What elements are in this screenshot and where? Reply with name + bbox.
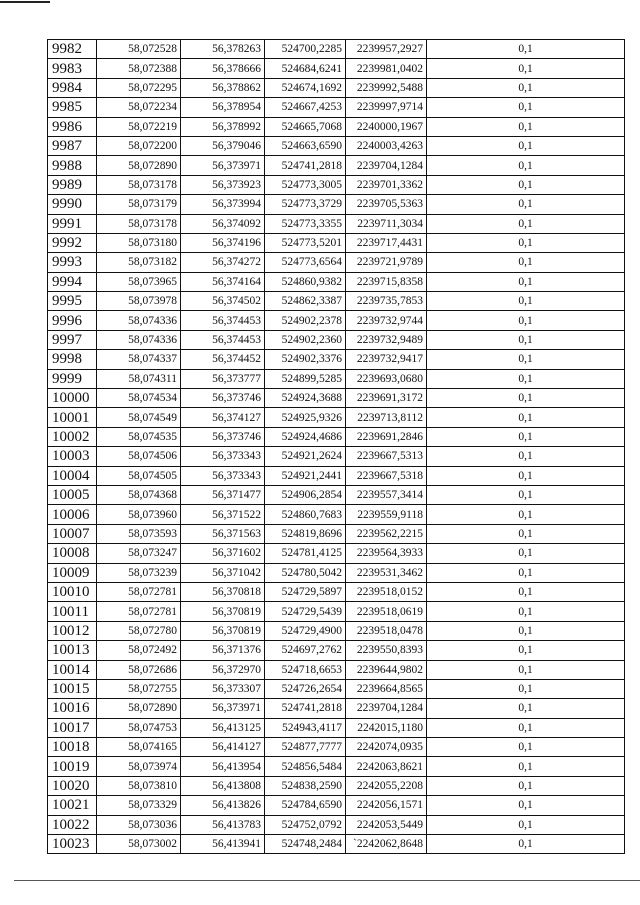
table-row (48, 757, 625, 776)
point-number-cell: 10018 (48, 738, 97, 757)
table-row (48, 485, 625, 504)
longitude-cell: 56,371376 (181, 641, 265, 660)
value-cell: 0,1 (427, 330, 625, 349)
x-coordinate-cell: 524773,3355 (265, 214, 346, 233)
value-cell: 0,1 (427, 447, 625, 466)
value-cell: 0,1 (427, 524, 625, 543)
longitude-cell: 56,379046 (181, 136, 265, 155)
longitude-cell: 56,370819 (181, 602, 265, 621)
point-number-cell: 9984 (48, 78, 97, 97)
longitude-cell: 56,414127 (181, 738, 265, 757)
point-number-cell: 10012 (48, 621, 97, 640)
table-row (48, 156, 625, 175)
latitude-cell: 58,074753 (97, 718, 181, 737)
y-coordinate-cell: 2239667,5313 (346, 447, 427, 466)
point-number-cell: 10011 (48, 602, 97, 621)
y-coordinate-cell: 2239518,0478 (346, 621, 427, 640)
x-coordinate-cell: 524718,6653 (265, 660, 346, 679)
y-coordinate-cell: 2239732,9417 (346, 350, 427, 369)
table-row (48, 641, 625, 660)
table-row (48, 195, 625, 214)
latitude-cell: 58,074505 (97, 466, 181, 485)
value-cell: 0,1 (427, 641, 625, 660)
table-row (48, 59, 625, 78)
table-row (48, 563, 625, 582)
longitude-cell: 56,413954 (181, 757, 265, 776)
y-coordinate-cell: 2239997,9714 (346, 98, 427, 117)
x-coordinate-cell: 524902,2378 (265, 311, 346, 330)
y-coordinate-cell: 2240000,1967 (346, 117, 427, 136)
latitude-cell: 58,073247 (97, 544, 181, 563)
longitude-cell: 56,373923 (181, 175, 265, 194)
point-number-cell: 10002 (48, 427, 97, 446)
x-coordinate-cell: 524860,9382 (265, 272, 346, 291)
value-cell: 0,1 (427, 117, 625, 136)
latitude-cell: 58,072528 (97, 40, 181, 59)
latitude-cell: 58,073329 (97, 796, 181, 815)
point-number-cell: 9994 (48, 272, 97, 291)
longitude-cell: 56,413783 (181, 815, 265, 834)
x-coordinate-cell: 524729,4900 (265, 621, 346, 640)
y-coordinate-cell: 2239691,2846 (346, 427, 427, 446)
x-coordinate-cell: 524773,3729 (265, 195, 346, 214)
value-cell: 0,1 (427, 311, 625, 330)
x-coordinate-cell: 524674,1692 (265, 78, 346, 97)
value-cell: 0,1 (427, 389, 625, 408)
longitude-cell: 56,373343 (181, 447, 265, 466)
y-coordinate-cell: 2240003,4263 (346, 136, 427, 155)
value-cell: 0,1 (427, 59, 625, 78)
table-row (48, 679, 625, 698)
x-coordinate-cell: 524862,3387 (265, 292, 346, 311)
point-number-cell: 10020 (48, 776, 97, 795)
longitude-cell: 56,413826 (181, 796, 265, 815)
y-coordinate-cell: 2239564,3933 (346, 544, 427, 563)
table-row (48, 699, 625, 718)
y-coordinate-cell: 2242053,5449 (346, 815, 427, 834)
value-cell: 0,1 (427, 408, 625, 427)
table-row (48, 524, 625, 543)
longitude-cell: 56,373746 (181, 427, 265, 446)
point-number-cell: 10008 (48, 544, 97, 563)
value-cell: 0,1 (427, 544, 625, 563)
latitude-cell: 58,073974 (97, 757, 181, 776)
table-row (48, 214, 625, 233)
latitude-cell: 58,073182 (97, 253, 181, 272)
longitude-cell: 56,374272 (181, 253, 265, 272)
value-cell: 0,1 (427, 718, 625, 737)
longitude-cell: 56,374502 (181, 292, 265, 311)
point-number-cell: 10006 (48, 505, 97, 524)
longitude-cell: 56,374127 (181, 408, 265, 427)
y-coordinate-cell: 2239693,0680 (346, 369, 427, 388)
table-row (48, 272, 625, 291)
x-coordinate-cell: 524773,6564 (265, 253, 346, 272)
point-number-cell: 9988 (48, 156, 97, 175)
point-number-cell: 10015 (48, 679, 97, 698)
longitude-cell: 56,371042 (181, 563, 265, 582)
point-number-cell: 10004 (48, 466, 97, 485)
y-coordinate-cell: 2239957,2927 (346, 40, 427, 59)
value-cell: 0,1 (427, 156, 625, 175)
longitude-cell: 56,378862 (181, 78, 265, 97)
latitude-cell: 58,074165 (97, 738, 181, 757)
table-row (48, 136, 625, 155)
value-cell: 0,1 (427, 776, 625, 795)
latitude-cell: 58,073593 (97, 524, 181, 543)
latitude-cell: 58,073036 (97, 815, 181, 834)
value-cell: 0,1 (427, 485, 625, 504)
x-coordinate-cell: 524902,3376 (265, 350, 346, 369)
latitude-cell: 58,074549 (97, 408, 181, 427)
point-number-cell: 9995 (48, 292, 97, 311)
x-coordinate-cell: 524665,7068 (265, 117, 346, 136)
x-coordinate-cell: 524729,5897 (265, 582, 346, 601)
value-cell: 0,1 (427, 253, 625, 272)
value-cell: 0,1 (427, 505, 625, 524)
value-cell: 0,1 (427, 292, 625, 311)
latitude-cell: 58,073978 (97, 292, 181, 311)
longitude-cell: 56,413941 (181, 835, 265, 854)
point-number-cell: 10021 (48, 796, 97, 815)
x-coordinate-cell: 524924,3688 (265, 389, 346, 408)
value-cell: 0,1 (427, 563, 625, 582)
y-coordinate-cell: 2239992,5488 (346, 78, 427, 97)
x-coordinate-cell: 524667,4253 (265, 98, 346, 117)
point-number-cell: 9991 (48, 214, 97, 233)
y-coordinate-cell: 2239531,3462 (346, 563, 427, 582)
x-coordinate-cell: 524781,4125 (265, 544, 346, 563)
latitude-cell: 58,072686 (97, 660, 181, 679)
value-cell: 0,1 (427, 660, 625, 679)
longitude-cell: 56,372970 (181, 660, 265, 679)
longitude-cell: 56,413125 (181, 718, 265, 737)
latitude-cell: 58,073178 (97, 214, 181, 233)
point-number-cell: 10010 (48, 582, 97, 601)
point-number-cell: 9983 (48, 59, 97, 78)
x-coordinate-cell: 524943,4117 (265, 718, 346, 737)
y-coordinate-cell: 2242055,2208 (346, 776, 427, 795)
point-number-cell: 10003 (48, 447, 97, 466)
longitude-cell: 56,374196 (181, 233, 265, 252)
longitude-cell: 56,374452 (181, 350, 265, 369)
table-row (48, 660, 625, 679)
y-coordinate-cell: 2242015,1180 (346, 718, 427, 737)
table-row (48, 389, 625, 408)
value-cell: 0,1 (427, 78, 625, 97)
longitude-cell: 56,373971 (181, 156, 265, 175)
x-coordinate-cell: 524902,2360 (265, 330, 346, 349)
point-number-cell: 9998 (48, 350, 97, 369)
value-cell: 0,1 (427, 369, 625, 388)
y-coordinate-cell: 2239644,9802 (346, 660, 427, 679)
latitude-cell: 58,072780 (97, 621, 181, 640)
x-coordinate-cell: 524906,2854 (265, 485, 346, 504)
point-number-cell: 10005 (48, 485, 97, 504)
value-cell: 0,1 (427, 214, 625, 233)
x-coordinate-cell: 524860,7683 (265, 505, 346, 524)
x-coordinate-cell: 524684,6241 (265, 59, 346, 78)
x-coordinate-cell: 524924,4686 (265, 427, 346, 446)
y-coordinate-cell: 2239704,1284 (346, 699, 427, 718)
table-row (48, 544, 625, 563)
y-coordinate-cell: 2239559,9118 (346, 505, 427, 524)
latitude-cell: 58,073965 (97, 272, 181, 291)
longitude-cell: 56,373746 (181, 389, 265, 408)
table-row (48, 835, 625, 854)
y-coordinate-cell: 2239701,3362 (346, 175, 427, 194)
table-row (48, 505, 625, 524)
longitude-cell: 56,374092 (181, 214, 265, 233)
x-coordinate-cell: 524877,7777 (265, 738, 346, 757)
x-coordinate-cell: 524899,5285 (265, 369, 346, 388)
table-row (48, 350, 625, 369)
longitude-cell: 56,370819 (181, 621, 265, 640)
table-row (48, 78, 625, 97)
latitude-cell: 58,072234 (97, 98, 181, 117)
longitude-cell: 56,378263 (181, 40, 265, 59)
x-coordinate-cell: 524819,8696 (265, 524, 346, 543)
longitude-cell: 56,374164 (181, 272, 265, 291)
table-row (48, 311, 625, 330)
value-cell: 0,1 (427, 350, 625, 369)
latitude-cell: 58,072492 (97, 641, 181, 660)
table-row (48, 815, 625, 834)
point-number-cell: 9999 (48, 369, 97, 388)
table-row (48, 447, 625, 466)
x-coordinate-cell: 524741,2818 (265, 699, 346, 718)
x-coordinate-cell: 524773,3005 (265, 175, 346, 194)
y-coordinate-cell: 2239711,3034 (346, 214, 427, 233)
latitude-cell: 58,073002 (97, 835, 181, 854)
x-coordinate-cell: 524921,2624 (265, 447, 346, 466)
latitude-cell: 58,072200 (97, 136, 181, 155)
value-cell: 0,1 (427, 272, 625, 291)
bottom-rule (14, 880, 640, 881)
value-cell: 0,1 (427, 815, 625, 834)
longitude-cell: 56,374453 (181, 330, 265, 349)
value-cell: 0,1 (427, 40, 625, 59)
longitude-cell: 56,378666 (181, 59, 265, 78)
point-number-cell: 10016 (48, 699, 97, 718)
table-row (48, 602, 625, 621)
point-number-cell: 10023 (48, 835, 97, 854)
x-coordinate-cell: 524780,5042 (265, 563, 346, 582)
x-coordinate-cell: 524741,2818 (265, 156, 346, 175)
longitude-cell: 56,371563 (181, 524, 265, 543)
longitude-cell: 56,373777 (181, 369, 265, 388)
point-number-cell: 9982 (48, 40, 97, 59)
latitude-cell: 58,074534 (97, 389, 181, 408)
table-row (48, 233, 625, 252)
point-number-cell: 9997 (48, 330, 97, 349)
table-row (48, 582, 625, 601)
longitude-cell: 56,371477 (181, 485, 265, 504)
longitude-cell: 56,371602 (181, 544, 265, 563)
latitude-cell: 58,073239 (97, 563, 181, 582)
value-cell: 0,1 (427, 679, 625, 698)
table-body (48, 40, 625, 854)
y-coordinate-cell: 2239715,8358 (346, 272, 427, 291)
x-coordinate-cell: 524748,2484 (265, 835, 346, 854)
y-coordinate-cell: 2239704,1284 (346, 156, 427, 175)
y-coordinate-cell: 2239562,2215 (346, 524, 427, 543)
y-coordinate-cell: 2239717,4431 (346, 233, 427, 252)
table-row (48, 466, 625, 485)
value-cell: 0,1 (427, 602, 625, 621)
y-coordinate-cell: 2239550,8393 (346, 641, 427, 660)
value-cell: 0,1 (427, 699, 625, 718)
longitude-cell: 56,413808 (181, 776, 265, 795)
value-cell: 0,1 (427, 757, 625, 776)
table-row (48, 98, 625, 117)
longitude-cell: 56,378954 (181, 98, 265, 117)
table-row (48, 718, 625, 737)
point-number-cell: 10009 (48, 563, 97, 582)
point-number-cell: 9993 (48, 253, 97, 272)
latitude-cell: 58,073960 (97, 505, 181, 524)
latitude-cell: 58,074368 (97, 485, 181, 504)
y-coordinate-cell: 2239518,0152 (346, 582, 427, 601)
table-row (48, 776, 625, 795)
point-number-cell: 9985 (48, 98, 97, 117)
coordinates-table (47, 39, 625, 854)
x-coordinate-cell: 524838,2590 (265, 776, 346, 795)
x-coordinate-cell: 524697,2762 (265, 641, 346, 660)
x-coordinate-cell: 524700,2285 (265, 40, 346, 59)
x-coordinate-cell: 524663,6590 (265, 136, 346, 155)
latitude-cell: 58,074336 (97, 330, 181, 349)
latitude-cell: 58,073810 (97, 776, 181, 795)
latitude-cell: 58,072388 (97, 59, 181, 78)
value-cell: 0,1 (427, 621, 625, 640)
point-number-cell: 10013 (48, 641, 97, 660)
table-row (48, 738, 625, 757)
longitude-cell: 56,373994 (181, 195, 265, 214)
x-coordinate-cell: 524856,5484 (265, 757, 346, 776)
y-coordinate-cell: `2242062,8648 (346, 835, 427, 854)
y-coordinate-cell: 2239732,9489 (346, 330, 427, 349)
table-row (48, 427, 625, 446)
point-number-cell: 10000 (48, 389, 97, 408)
value-cell: 0,1 (427, 466, 625, 485)
y-coordinate-cell: 2239667,5318 (346, 466, 427, 485)
point-number-cell: 9987 (48, 136, 97, 155)
value-cell: 0,1 (427, 738, 625, 757)
point-number-cell: 10017 (48, 718, 97, 737)
longitude-cell: 56,373307 (181, 679, 265, 698)
point-number-cell: 10019 (48, 757, 97, 776)
y-coordinate-cell: 2242063,8621 (346, 757, 427, 776)
table-row (48, 621, 625, 640)
latitude-cell: 58,072755 (97, 679, 181, 698)
y-coordinate-cell: 2239518,0619 (346, 602, 427, 621)
latitude-cell: 58,072890 (97, 699, 181, 718)
latitude-cell: 58,074535 (97, 427, 181, 446)
latitude-cell: 58,074336 (97, 311, 181, 330)
table-row (48, 796, 625, 815)
longitude-cell: 56,378992 (181, 117, 265, 136)
latitude-cell: 58,074311 (97, 369, 181, 388)
y-coordinate-cell: 2242056,1571 (346, 796, 427, 815)
longitude-cell: 56,374453 (181, 311, 265, 330)
table-row (48, 253, 625, 272)
top-rule (0, 1, 50, 3)
point-number-cell: 9989 (48, 175, 97, 194)
latitude-cell: 58,072781 (97, 602, 181, 621)
latitude-cell: 58,072890 (97, 156, 181, 175)
x-coordinate-cell: 524921,2441 (265, 466, 346, 485)
latitude-cell: 58,072295 (97, 78, 181, 97)
value-cell: 0,1 (427, 98, 625, 117)
value-cell: 0,1 (427, 136, 625, 155)
table-row (48, 117, 625, 136)
x-coordinate-cell: 524925,9326 (265, 408, 346, 427)
y-coordinate-cell: 2239691,3172 (346, 389, 427, 408)
point-number-cell: 9990 (48, 195, 97, 214)
value-cell: 0,1 (427, 835, 625, 854)
point-number-cell: 9986 (48, 117, 97, 136)
point-number-cell: 10014 (48, 660, 97, 679)
x-coordinate-cell: 524773,5201 (265, 233, 346, 252)
table-row (48, 408, 625, 427)
latitude-cell: 58,074506 (97, 447, 181, 466)
x-coordinate-cell: 524729,5439 (265, 602, 346, 621)
table-row (48, 40, 625, 59)
value-cell: 0,1 (427, 582, 625, 601)
point-number-cell: 10007 (48, 524, 97, 543)
x-coordinate-cell: 524726,2654 (265, 679, 346, 698)
table-row (48, 369, 625, 388)
point-number-cell: 9992 (48, 233, 97, 252)
point-number-cell: 9996 (48, 311, 97, 330)
value-cell: 0,1 (427, 796, 625, 815)
x-coordinate-cell: 524784,6590 (265, 796, 346, 815)
point-number-cell: 10022 (48, 815, 97, 834)
x-coordinate-cell: 524752,0792 (265, 815, 346, 834)
longitude-cell: 56,370818 (181, 582, 265, 601)
value-cell: 0,1 (427, 233, 625, 252)
latitude-cell: 58,072781 (97, 582, 181, 601)
y-coordinate-cell: 2239721,9789 (346, 253, 427, 272)
y-coordinate-cell: 2242074,0935 (346, 738, 427, 757)
y-coordinate-cell: 2239981,0402 (346, 59, 427, 78)
value-cell: 0,1 (427, 195, 625, 214)
latitude-cell: 58,073179 (97, 195, 181, 214)
value-cell: 0,1 (427, 175, 625, 194)
y-coordinate-cell: 2239713,8112 (346, 408, 427, 427)
value-cell: 0,1 (427, 427, 625, 446)
point-number-cell: 10001 (48, 408, 97, 427)
latitude-cell: 58,072219 (97, 117, 181, 136)
latitude-cell: 58,073178 (97, 175, 181, 194)
latitude-cell: 58,073180 (97, 233, 181, 252)
table-row (48, 175, 625, 194)
longitude-cell: 56,373343 (181, 466, 265, 485)
y-coordinate-cell: 2239732,9744 (346, 311, 427, 330)
y-coordinate-cell: 2239705,5363 (346, 195, 427, 214)
longitude-cell: 56,373971 (181, 699, 265, 718)
table-row (48, 292, 625, 311)
latitude-cell: 58,074337 (97, 350, 181, 369)
longitude-cell: 56,371522 (181, 505, 265, 524)
y-coordinate-cell: 2239664,8565 (346, 679, 427, 698)
y-coordinate-cell: 2239735,7853 (346, 292, 427, 311)
y-coordinate-cell: 2239557,3414 (346, 485, 427, 504)
table-row (48, 330, 625, 349)
